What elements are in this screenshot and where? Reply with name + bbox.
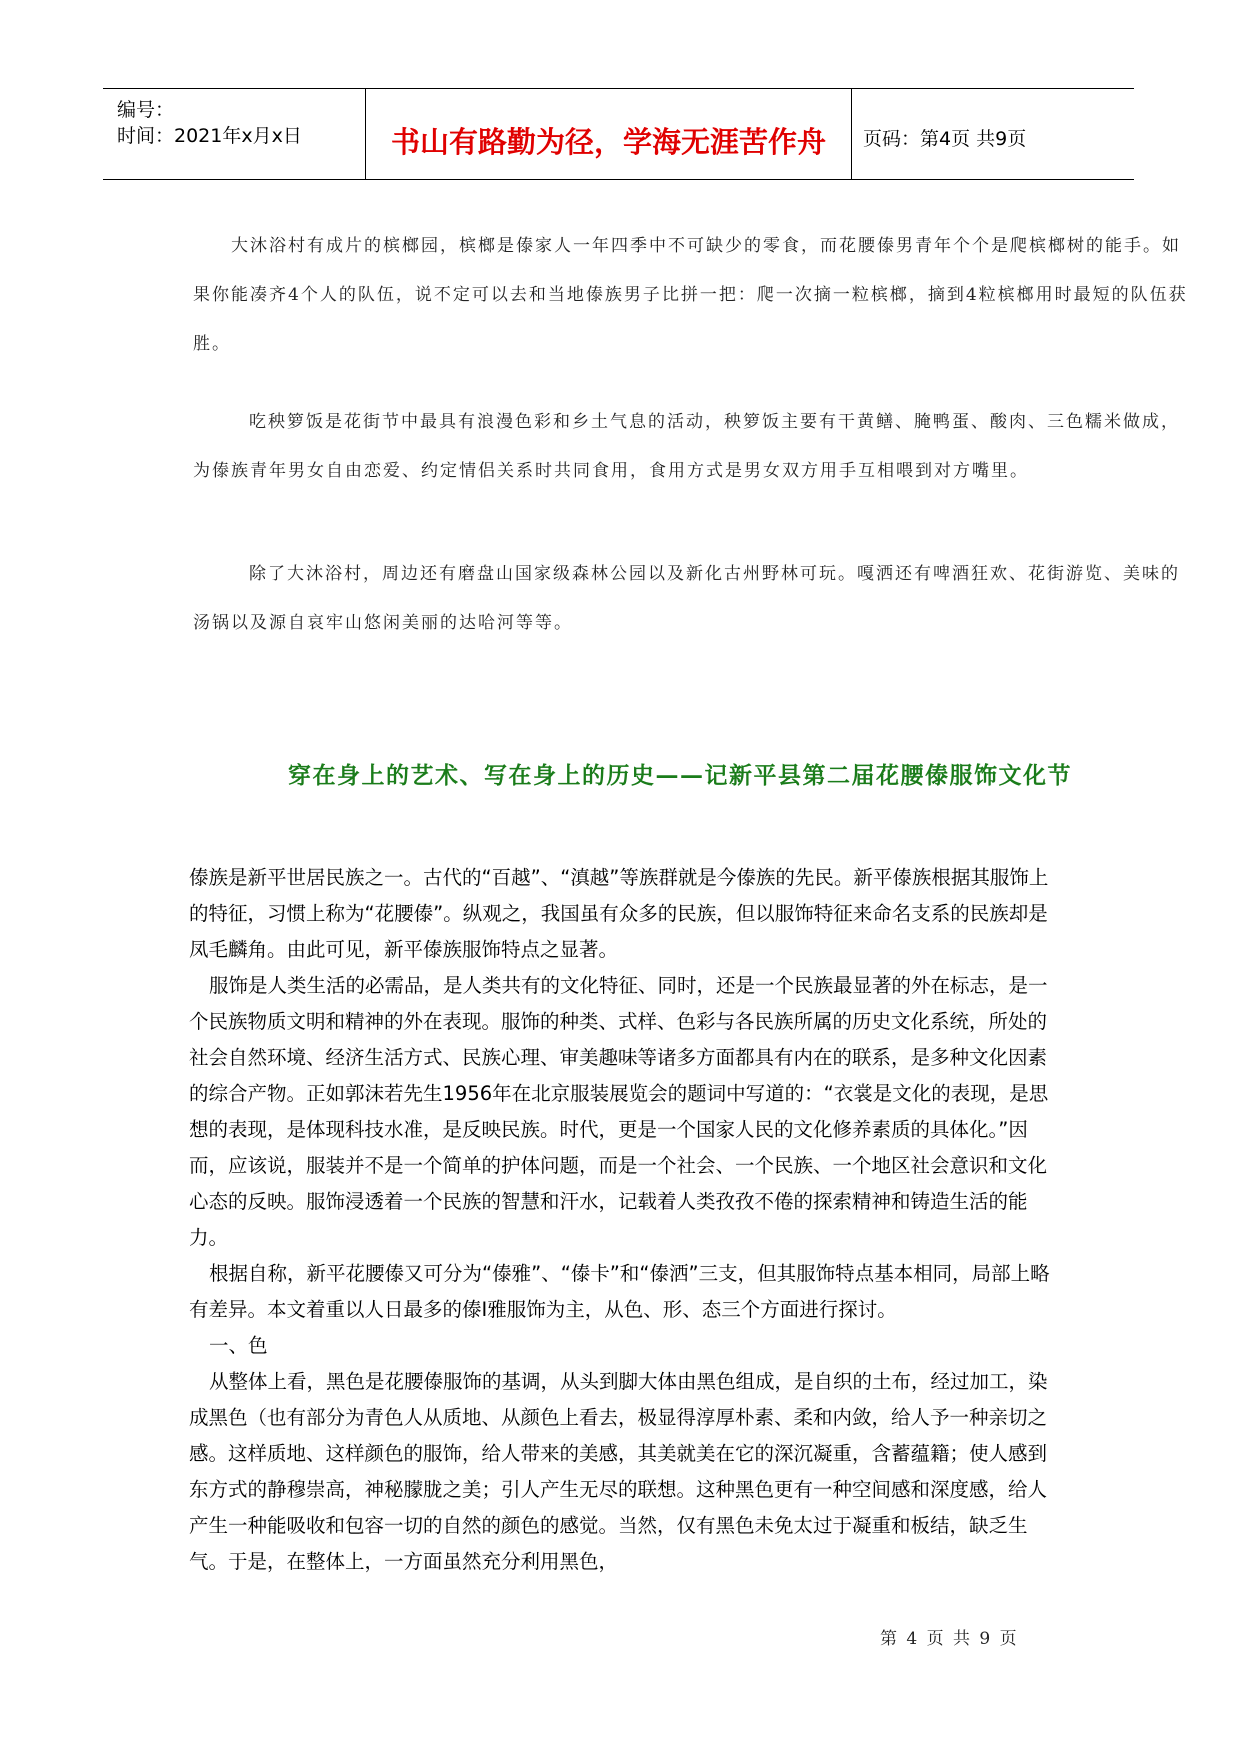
intro-paragraph: 吃秧箩饭是花街节中最具有浪漫色彩和乡土气息的活动，秧箩饭主要有干黄鳝、腌鸭蛋、酸肉、三色糯米做成，为傣族青年男女自由恋爱、约定情侣关系时共同食用，食用方式是男女双方用手互相喂到对方嘴里。 bbox=[193, 412, 1180, 481]
section-heading: 一、色 bbox=[209, 1334, 268, 1357]
page-header bbox=[103, 88, 1134, 180]
header-page-cell bbox=[850, 89, 1134, 179]
header-motto-cell bbox=[365, 89, 852, 179]
document-time-label: 时间：2021年x月x日 bbox=[117, 125, 302, 147]
header-info-cell bbox=[103, 89, 365, 179]
page-footer: 第 4 页 共 9 页 bbox=[880, 1629, 1019, 1649]
article-paragraph: 傣族是新平世居民族之一。古代的“百越”、“滇越”等族群就是今傣族的先民。新平傣族根据其服饰上的特征，习惯上称为“花腰傣”。纵观之，我国虽有众多的民族，但以服饰特征来命名支系的民族却是凤毛麟角。由此可见，新平傣族服饰特点之显著。 bbox=[189, 866, 1049, 961]
header-motto: 书山有路勤为径，学海无涯苦作舟 bbox=[390, 125, 826, 159]
intro-paragraph: 除了大沐浴村，周边还有磨盘山国家级森林公园以及新化古州野林可玩。嘎洒还有啤酒狂欢、花街游览、美味的汤锅以及源自哀牢山悠闲美丽的达哈河等等。 bbox=[193, 564, 1180, 633]
article-paragraph: 从整体上看，黑色是花腰傣服饰的基调，从头到脚大体由黑色组成，是自织的土布，经过加工，染成黑色（也有部分为青色人从质地、从颜色上看去，极显得淳厚朴素、柔和内敛，给人予一种亲切之感。这样质地、这样颜色的服饰，给人带来的美感，其美就美在它的深沉凝重，含蓄蕴籍；使人感到东方式的静穆崇高，神秘朦胧之美；引人产生无尽的联想。这种黑色更有一种空间感和深度感，给人产生一种能吸收和包容一切的自然的颜色的感觉。当然，仅有黑色未免太过于凝重和板结，缺乏生气。于是，在整体上，一方面虽然充分利用黑色， bbox=[189, 1370, 1048, 1573]
header-page-number: 页码：第4页 共9页 bbox=[863, 128, 1027, 150]
article-title: 穿在身上的艺术、写在身上的历史——记新平县第二届花腰傣服饰文化节 bbox=[288, 762, 1072, 789]
document-number-label: 编号： bbox=[117, 99, 175, 121]
article-paragraph: 根据自称，新平花腰傣又可分为“傣雅”、“傣卡”和“傣洒”三支，但其服饰特点基本相同，局部上略有差异。本文着重以人日最多的傣Ⅰ雅服饰为主，从色、形、态三个方面进行探讨。 bbox=[189, 1262, 1050, 1321]
intro-paragraph: 大沐浴村有成片的槟榔园，槟榔是傣家人一年四季中不可缺少的零食，而花腰傣男青年个个是爬槟榔树的能手。如果你能凑齐4个人的队伍，说不定可以去和当地傣族男子比拼一把：爬一次摘一粒槟榔，摘到4粒槟榔用时最短的队伍获胜。 bbox=[193, 236, 1188, 354]
article-body bbox=[189, 860, 1059, 1580]
article-paragraph: 服饰是人类生活的必需品，是人类共有的文化特征、同时，还是一个民族最显著的外在标志，是一个民族物质文明和精神的外在表现。服饰的种类、式样、色彩与各民族所属的历史文化系统，所处的社会自然环境、经济生活方式、民族心理、审美趣味等诸多方面都具有内在的联系，是多种文化因素的综合产物。正如郭沫若先生1956年在北京服装展览会的题词中写道的：“衣裳是文化的表现，是思想的表现，是体现科技水准，是反映民族。时代，更是一个国家人民的文化修养素质的具体化。”因而，应该说，服装并不是一个简单的护体问题，而是一个社会、一个民族、一个地区社会意识和文化心态的反映。服饰浸透着一个民族的智慧和汗水，记载着人类孜孜不倦的探索精神和铸造生活的能力。 bbox=[189, 974, 1049, 1249]
